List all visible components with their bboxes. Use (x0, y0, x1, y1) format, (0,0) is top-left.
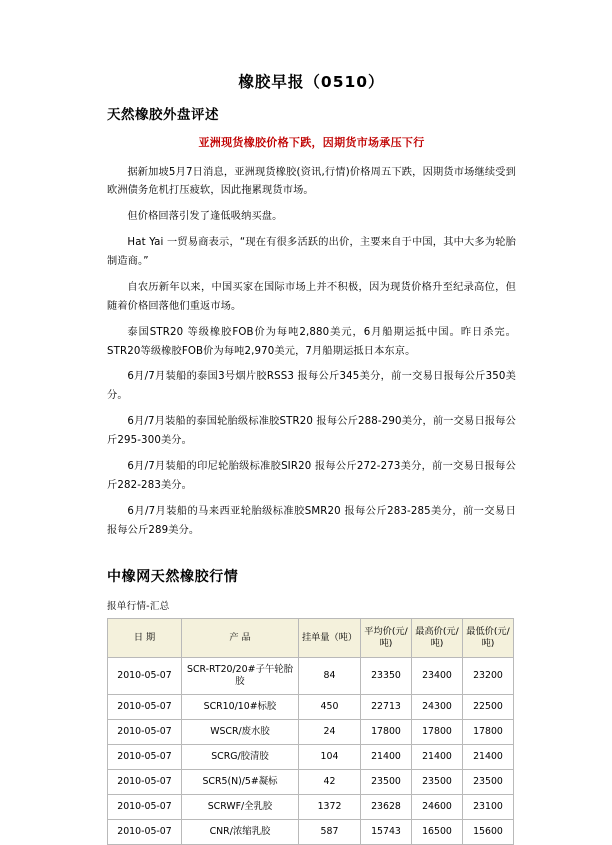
cell-product: SCRG/胶清胶 (182, 745, 299, 770)
cell-product: WSCR/废水胶 (182, 720, 299, 745)
cell-avg: 23350 (361, 658, 412, 695)
cell-avg: 21400 (361, 745, 412, 770)
column-header-date: 日 期 (108, 619, 182, 658)
cell-date: 2010-05-07 (108, 720, 182, 745)
cell-product: SCRWF/全乳胶 (182, 795, 299, 820)
body-paragraph-6: 6月/7月装船的泰国3号烟片胶RSS3 报每公斤345美分，前一交易日报每公斤350美分。 (107, 371, 516, 402)
cell-low: 15600 (463, 820, 514, 845)
body-paragraph-7: 6月/7月装船的泰国轮胎级标准胶STR20 报每公斤288-290美分，前一交易日报每公斤295-300美分。 (107, 416, 516, 447)
cell-date: 2010-05-07 (108, 770, 182, 795)
table-row (108, 695, 514, 720)
table-row (108, 820, 514, 845)
cell-avg: 23500 (361, 770, 412, 795)
cell-low: 23100 (463, 795, 514, 820)
cell-low: 17800 (463, 720, 514, 745)
body-paragraph-5: 泰国STR20 等级橡胶FOB价为每吨2,880美元，6月船期运抵中国。昨日杀完。STR20等级橡胶FOB价为每吨2,970美元，7月船期运抵日本东京。 (107, 326, 516, 357)
table-row (108, 720, 514, 745)
cell-qty: 104 (299, 745, 361, 770)
article-red-subtitle: 亚洲现货橡胶价格下跌，因期货市场承压下行 (198, 136, 425, 150)
section-heading-overseas-review: 天然橡胶外盘评述 (107, 107, 219, 124)
column-header-high: 最高价(元/吨) (412, 619, 463, 658)
column-header-qty: 挂单量（吨） (299, 619, 361, 658)
table-row (108, 795, 514, 820)
table-row (108, 658, 514, 695)
section-heading-market-quotes: 中橡网天然橡胶行情 (107, 569, 239, 586)
cell-date: 2010-05-07 (108, 745, 182, 770)
body-paragraph-4: 自农历新年以来，中国买家在国际市场上并不积极，因为现货价格升至纪录高位，但随着价格回落他们重返市场。 (107, 281, 516, 312)
column-header-product: 产 品 (182, 619, 299, 658)
cell-low: 22500 (463, 695, 514, 720)
cell-date: 2010-05-07 (108, 820, 182, 845)
cell-qty: 1372 (299, 795, 361, 820)
cell-date: 2010-05-07 (108, 695, 182, 720)
column-header-low: 最低价(元/吨) (463, 619, 514, 658)
cell-high: 24600 (412, 795, 463, 820)
cell-product: SCR-RT20/20#子午轮胎胶 (182, 658, 299, 695)
cell-avg: 23628 (361, 795, 412, 820)
cell-low: 23200 (463, 658, 514, 695)
cell-avg: 15743 (361, 820, 412, 845)
cell-product: CNR/浓缩乳胶 (182, 820, 299, 845)
cell-date: 2010-05-07 (108, 795, 182, 820)
cell-qty: 587 (299, 820, 361, 845)
cell-qty: 42 (299, 770, 361, 795)
cell-high: 23500 (412, 770, 463, 795)
section-market-quotes (107, 566, 516, 845)
rubber-quotes-table (107, 618, 514, 845)
cell-high: 24300 (412, 695, 463, 720)
cell-avg: 17800 (361, 720, 412, 745)
table-header-row (108, 619, 514, 658)
page-title: 橡胶早报（0510） (238, 73, 385, 91)
cell-date: 2010-05-07 (108, 658, 182, 695)
cell-low: 23500 (463, 770, 514, 795)
column-header-avg: 平均价(元/吨) (361, 619, 412, 658)
body-paragraph-9: 6月/7月装船的马来西亚轮胎级标准胶SMR20 报每公斤283-285美分，前一交易日报每公斤289美分。 (107, 505, 516, 536)
cell-high: 17800 (412, 720, 463, 745)
cell-product: SCR10/10#标胶 (182, 695, 299, 720)
cell-high: 23400 (412, 658, 463, 695)
cell-qty: 84 (299, 658, 361, 695)
table-row (108, 745, 514, 770)
table-row (108, 770, 514, 795)
body-paragraph-2: 但价格回落引发了逢低吸纳买盘。 (127, 211, 283, 223)
cell-qty: 24 (299, 720, 361, 745)
cell-low: 21400 (463, 745, 514, 770)
table-body (108, 658, 514, 845)
table-caption: 报单行情-汇总 (107, 601, 170, 613)
cell-qty: 450 (299, 695, 361, 720)
cell-high: 16500 (412, 820, 463, 845)
body-paragraph-1: 据新加坡5月7日消息，亚洲现货橡胶(资讯,行情)价格周五下跌，因期货市场继续受到欧洲债务危机打压疲软，因此拖累现货市场。 (107, 166, 516, 197)
cell-avg: 22713 (361, 695, 412, 720)
cell-high: 21400 (412, 745, 463, 770)
cell-product: SCR5(N)/5#凝标 (182, 770, 299, 795)
body-paragraph-3: Hat Yai 一贸易商表示，“现在有很多活跃的出价，主要来自于中国，其中大多为轮胎制造商。” (107, 237, 516, 268)
body-paragraph-8: 6月/7月装船的印尼轮胎级标准胶SIR20 报每公斤272-273美分，前一交易日报每公斤282-283美分。 (107, 460, 516, 491)
